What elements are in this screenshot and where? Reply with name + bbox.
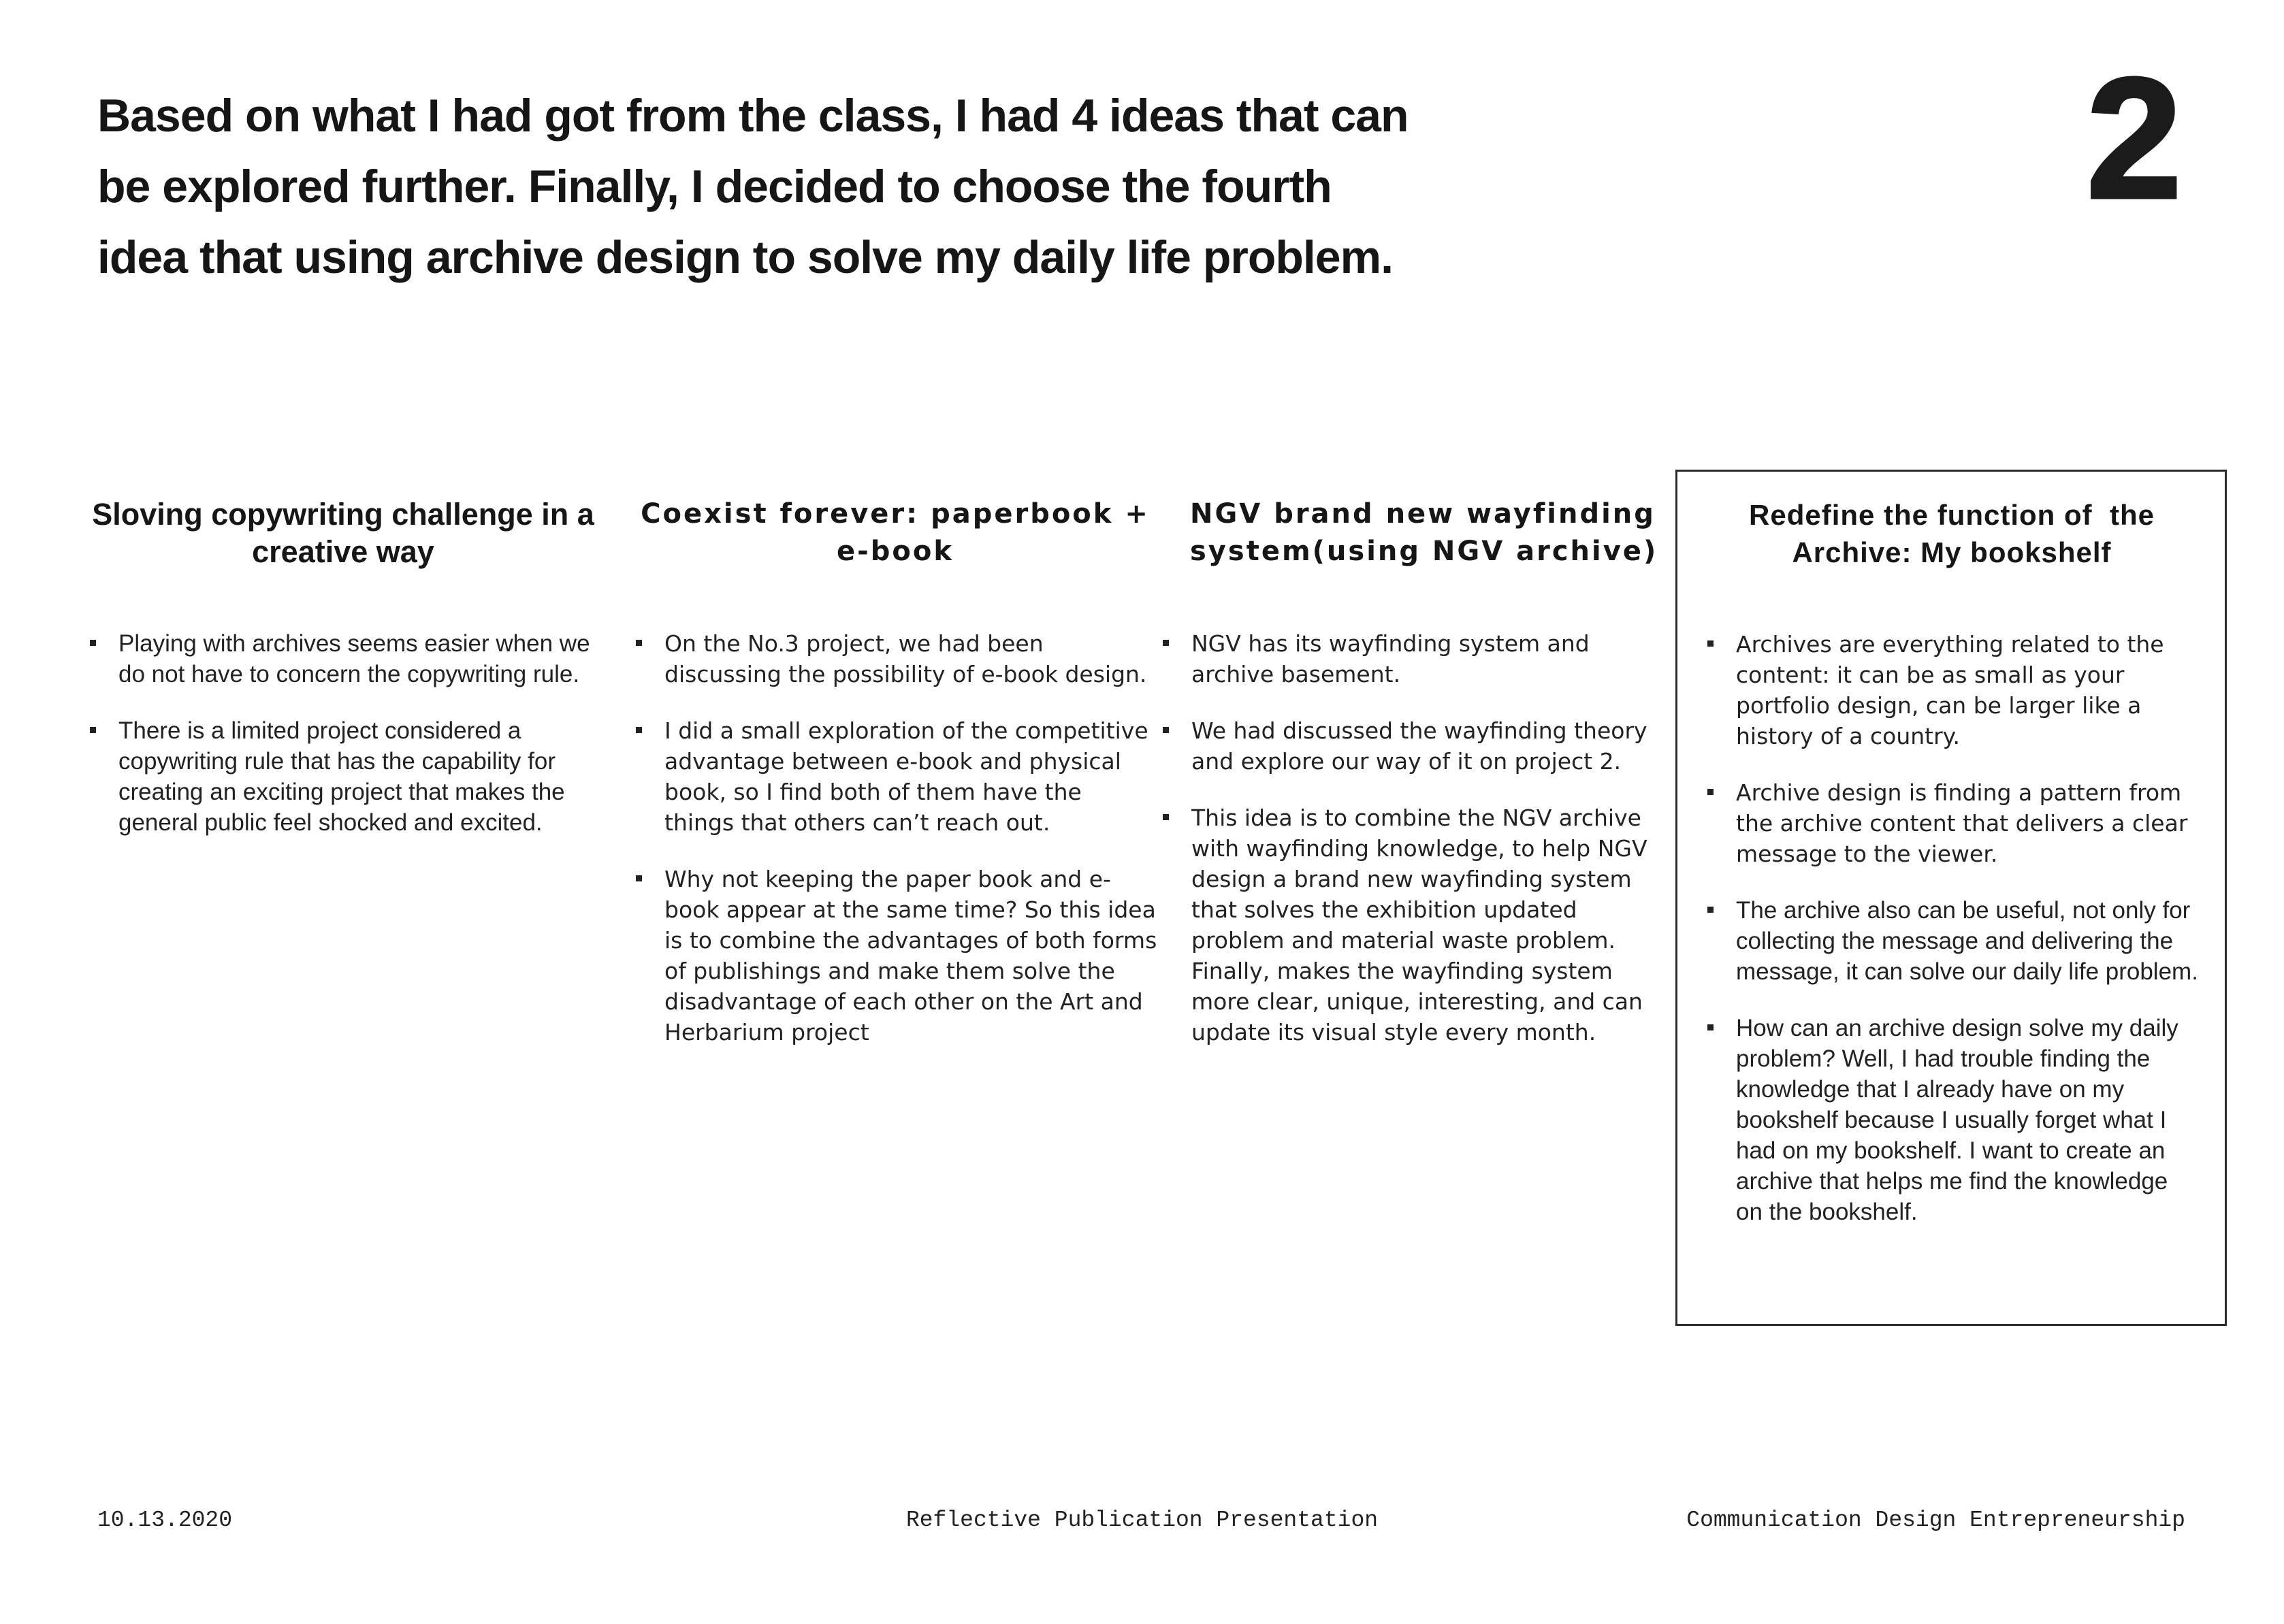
bullet-text: On the No.3 project, we had been discussing the possibility of e-book design. [664, 630, 1147, 687]
bullet-text: We had discussed the wayfinding theory and explore our way of it on project 2. [1191, 717, 1647, 775]
bullet-item [1705, 1013, 2199, 1227]
bullet-item [1160, 628, 1667, 689]
page-number: 2 [2086, 43, 2182, 234]
bullet-item [1160, 802, 1667, 1048]
column-paperbook-ebook [633, 496, 1157, 1073]
bullet-square-icon [636, 727, 642, 733]
intro-line: idea that using archive design to solve my daily life problem. [97, 231, 1393, 283]
bullet-text: Why not keeping the paper book and e-book appear at the same time? So this idea is to combine the advantages of both forms of publishings and make them solve the disadvantage of each other on the Art and Herbarium project [664, 866, 1157, 1045]
bullet-square-icon [90, 640, 96, 646]
column-my-bookshelf [1677, 472, 2225, 1227]
bullet-item [1705, 895, 2199, 987]
column-ngv-wayfinding [1160, 496, 1667, 1073]
bullet-text: NGV has its wayfinding system and archive basement. [1191, 630, 1590, 687]
bullet-list [1705, 629, 2199, 1227]
bullet-text: How can an archive design solve my daily problem? Well, I had trouble finding the knowledge that I already have on my bookshelf because I usually forget what I had on my bookshelf. I want to create an archive that helps me find the knowledge on the bookshelf. [1736, 1015, 2178, 1225]
bullet-text: I did a small exploration of the competitive advantage between e-book and physical book, so I find both of them have the things that others can’t reach out. [664, 717, 1148, 836]
bullet-text: Playing with archives seems easier when we do not have to concern the copywriting rule. [118, 630, 590, 687]
bullet-list [87, 628, 599, 838]
bullet-item [633, 715, 1157, 838]
bullet-square-icon [1163, 727, 1169, 733]
bullet-text: This idea is to combine the NGV archive with wayfinding knowledge, to help NGV design a brand new wayfinding system that solves the exhibition updated problem and material waste problem. Finally, makes the wayfinding system more clear, unique, interesting, and can update its visual style every month. [1191, 805, 1647, 1045]
column-title: Redefine the function of the Archive: My bookshelf [1749, 499, 2163, 568]
intro-line: be explored further. Finally, I decided to choose the fourth [97, 161, 1332, 212]
bullet-square-icon [1707, 640, 1714, 647]
bullet-item [87, 715, 599, 838]
bullet-list [1160, 628, 1667, 1048]
bullet-item [1705, 629, 2199, 751]
column-copywriting-challenge [87, 496, 599, 864]
footer-course: Communication Design Entrepreneurship [1686, 1508, 2185, 1533]
bullet-list [633, 628, 1157, 1048]
bullet-item [87, 628, 599, 689]
highlighted-column-box [1675, 470, 2227, 1326]
bullet-square-icon [1163, 640, 1169, 646]
bullet-square-icon [1707, 789, 1714, 795]
bullet-text: The archive also can be useful, not only for collecting the message and delivering the message, it can solve our daily life problem. [1736, 897, 2198, 985]
footer-title: Reflective Publication Presentation [905, 1508, 1379, 1533]
bullet-square-icon [636, 875, 642, 881]
bullet-square-icon [1707, 907, 1714, 913]
intro-line: Based on what I had got from the class, I had 4 ideas that can [97, 90, 1409, 142]
bullet-text: There is a limited project considered a copywriting rule that has the capability for creating an exciting project that makes the general public feel shocked and excited. [118, 717, 565, 836]
bullet-square-icon [636, 640, 642, 646]
column-title: NGV brand new wayfinding system(using NGV archive) [1190, 498, 1658, 567]
footer-date: 10.13.2020 [97, 1508, 233, 1533]
column-title: Coexist forever: paperbook + e-book [641, 498, 1150, 567]
intro-heading [97, 80, 1409, 293]
bullet-text: Archives are everything related to the content: it can be as small as your portfolio design, can be larger like a history of a country. [1736, 631, 2164, 749]
bullet-item [1160, 715, 1667, 777]
column-title: Sloving copywriting challenge in a creative way [92, 497, 594, 569]
bullet-square-icon [1707, 1024, 1714, 1030]
bullet-text: Archive design is finding a pattern from the archive content that delivers a clear message to the viewer. [1736, 779, 2188, 867]
bullet-item [633, 864, 1157, 1048]
bullet-item [1705, 777, 2199, 869]
bullet-item [633, 628, 1157, 689]
bullet-square-icon [90, 727, 96, 733]
bullet-square-icon [1163, 814, 1169, 820]
